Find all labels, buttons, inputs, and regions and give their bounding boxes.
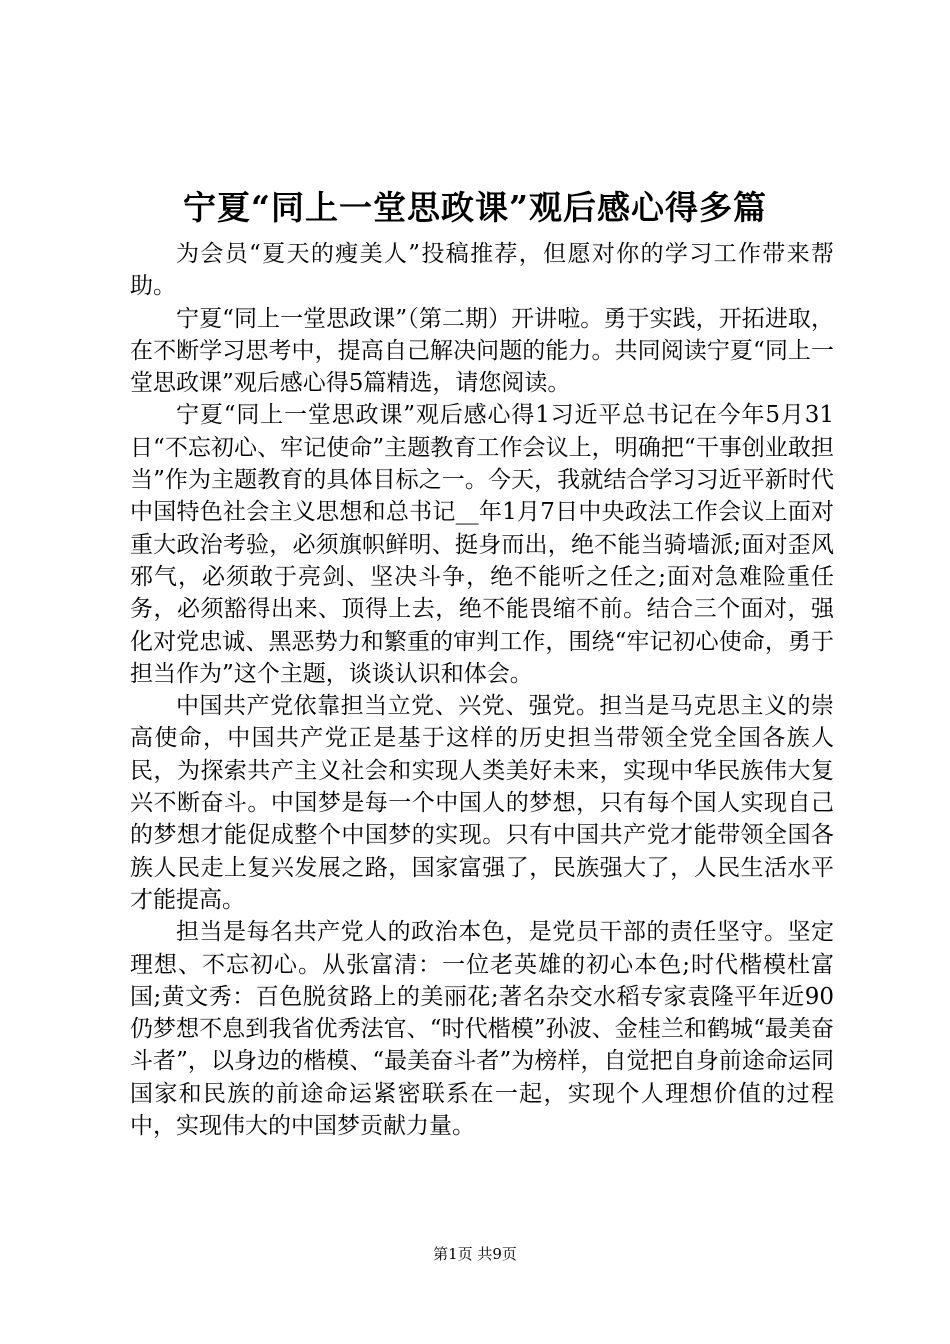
paragraph-party-responsibility: 中国共产党依靠担当立党、兴党、强党。担当是马克思主义的崇高使命，中国共产党正是基于这样的历史担当带领全党全国各族人民，为探索共产主义社会和实现人类美好未来，实现中华民族伟大复兴不断奋斗。中国梦是每一个中国人的梦想，只有每个国人实现自己的梦想才能促成整个中国梦的实现。只有中国共产党才能带领全国各族人民走上复兴发展之路，国家富强了，民族强大了，人民生活水平才能提高。 bbox=[130, 693, 834, 913]
paragraph-lead: 宁夏“同上一堂思政课”（第二期）开讲啦。勇于实践，开拓进取，在不断学习思考中，提高自己解决问题的能力。共同阅读宁夏“同上一堂思政课”观后感心得5篇精选，请您阅读。 bbox=[130, 305, 834, 397]
paragraph-essay-1: 宁夏“同上一堂思政课”观后感心得1习近平总书记在今年5月31日“不忘初心、牢记使命”主题教育工作会议上，明确把“干事创业敢担当”作为主题教育的具体目标之一。今天，我就结合学习习近平新时代中国特色社会主义思想和总书记__年1月7日中央政法工作会议上面对重大政治考验，必须旗帜鲜明、挺身而出，绝不能当骑墙派;面对歪风邪气，必须敢于亮剑、坚决斗争，绝不能听之任之;面对急难险重任务，必须豁得出来、顶得上去，绝不能畏缩不前。结合三个面对，强化对党忠诚、黑恶势力和繁重的审判工作，围绕“牢记初心使命，勇于担当作为”这个主题，谈谈认识和体会。 bbox=[130, 402, 834, 687]
paragraph-intro: 为会员“夏天的瘦美人”投稿推荐，但愿对你的学习工作带来帮助。 bbox=[130, 241, 834, 300]
paragraph-role-models: 担当是每名共产党人的政治本色，是党员干部的责任坚守。坚定理想、不忘初心。从张富清：一位老英雄的初心本色;时代楷模杜富国;黄文秀：百色脱贫路上的美丽花;著名杂交水稻专家袁隆平年近90仍梦想不息到我省优秀法官、“时代楷模”孙波、金桂兰和鹤城“最美奋斗者”，以身边的楷模、“最美奋斗者”为榜样，自觉把自身前途命运同国家和民族的前途命运紧密联系在一起，实现个人理想价值的过程中，实现伟大的中国梦贡献力量。 bbox=[130, 919, 834, 1140]
document-title: 宁夏“同上一堂思政课”观后感心得多篇 bbox=[183, 188, 767, 227]
page-footer: 第1页 共9页 bbox=[433, 1245, 517, 1263]
document-body bbox=[130, 238, 834, 1142]
